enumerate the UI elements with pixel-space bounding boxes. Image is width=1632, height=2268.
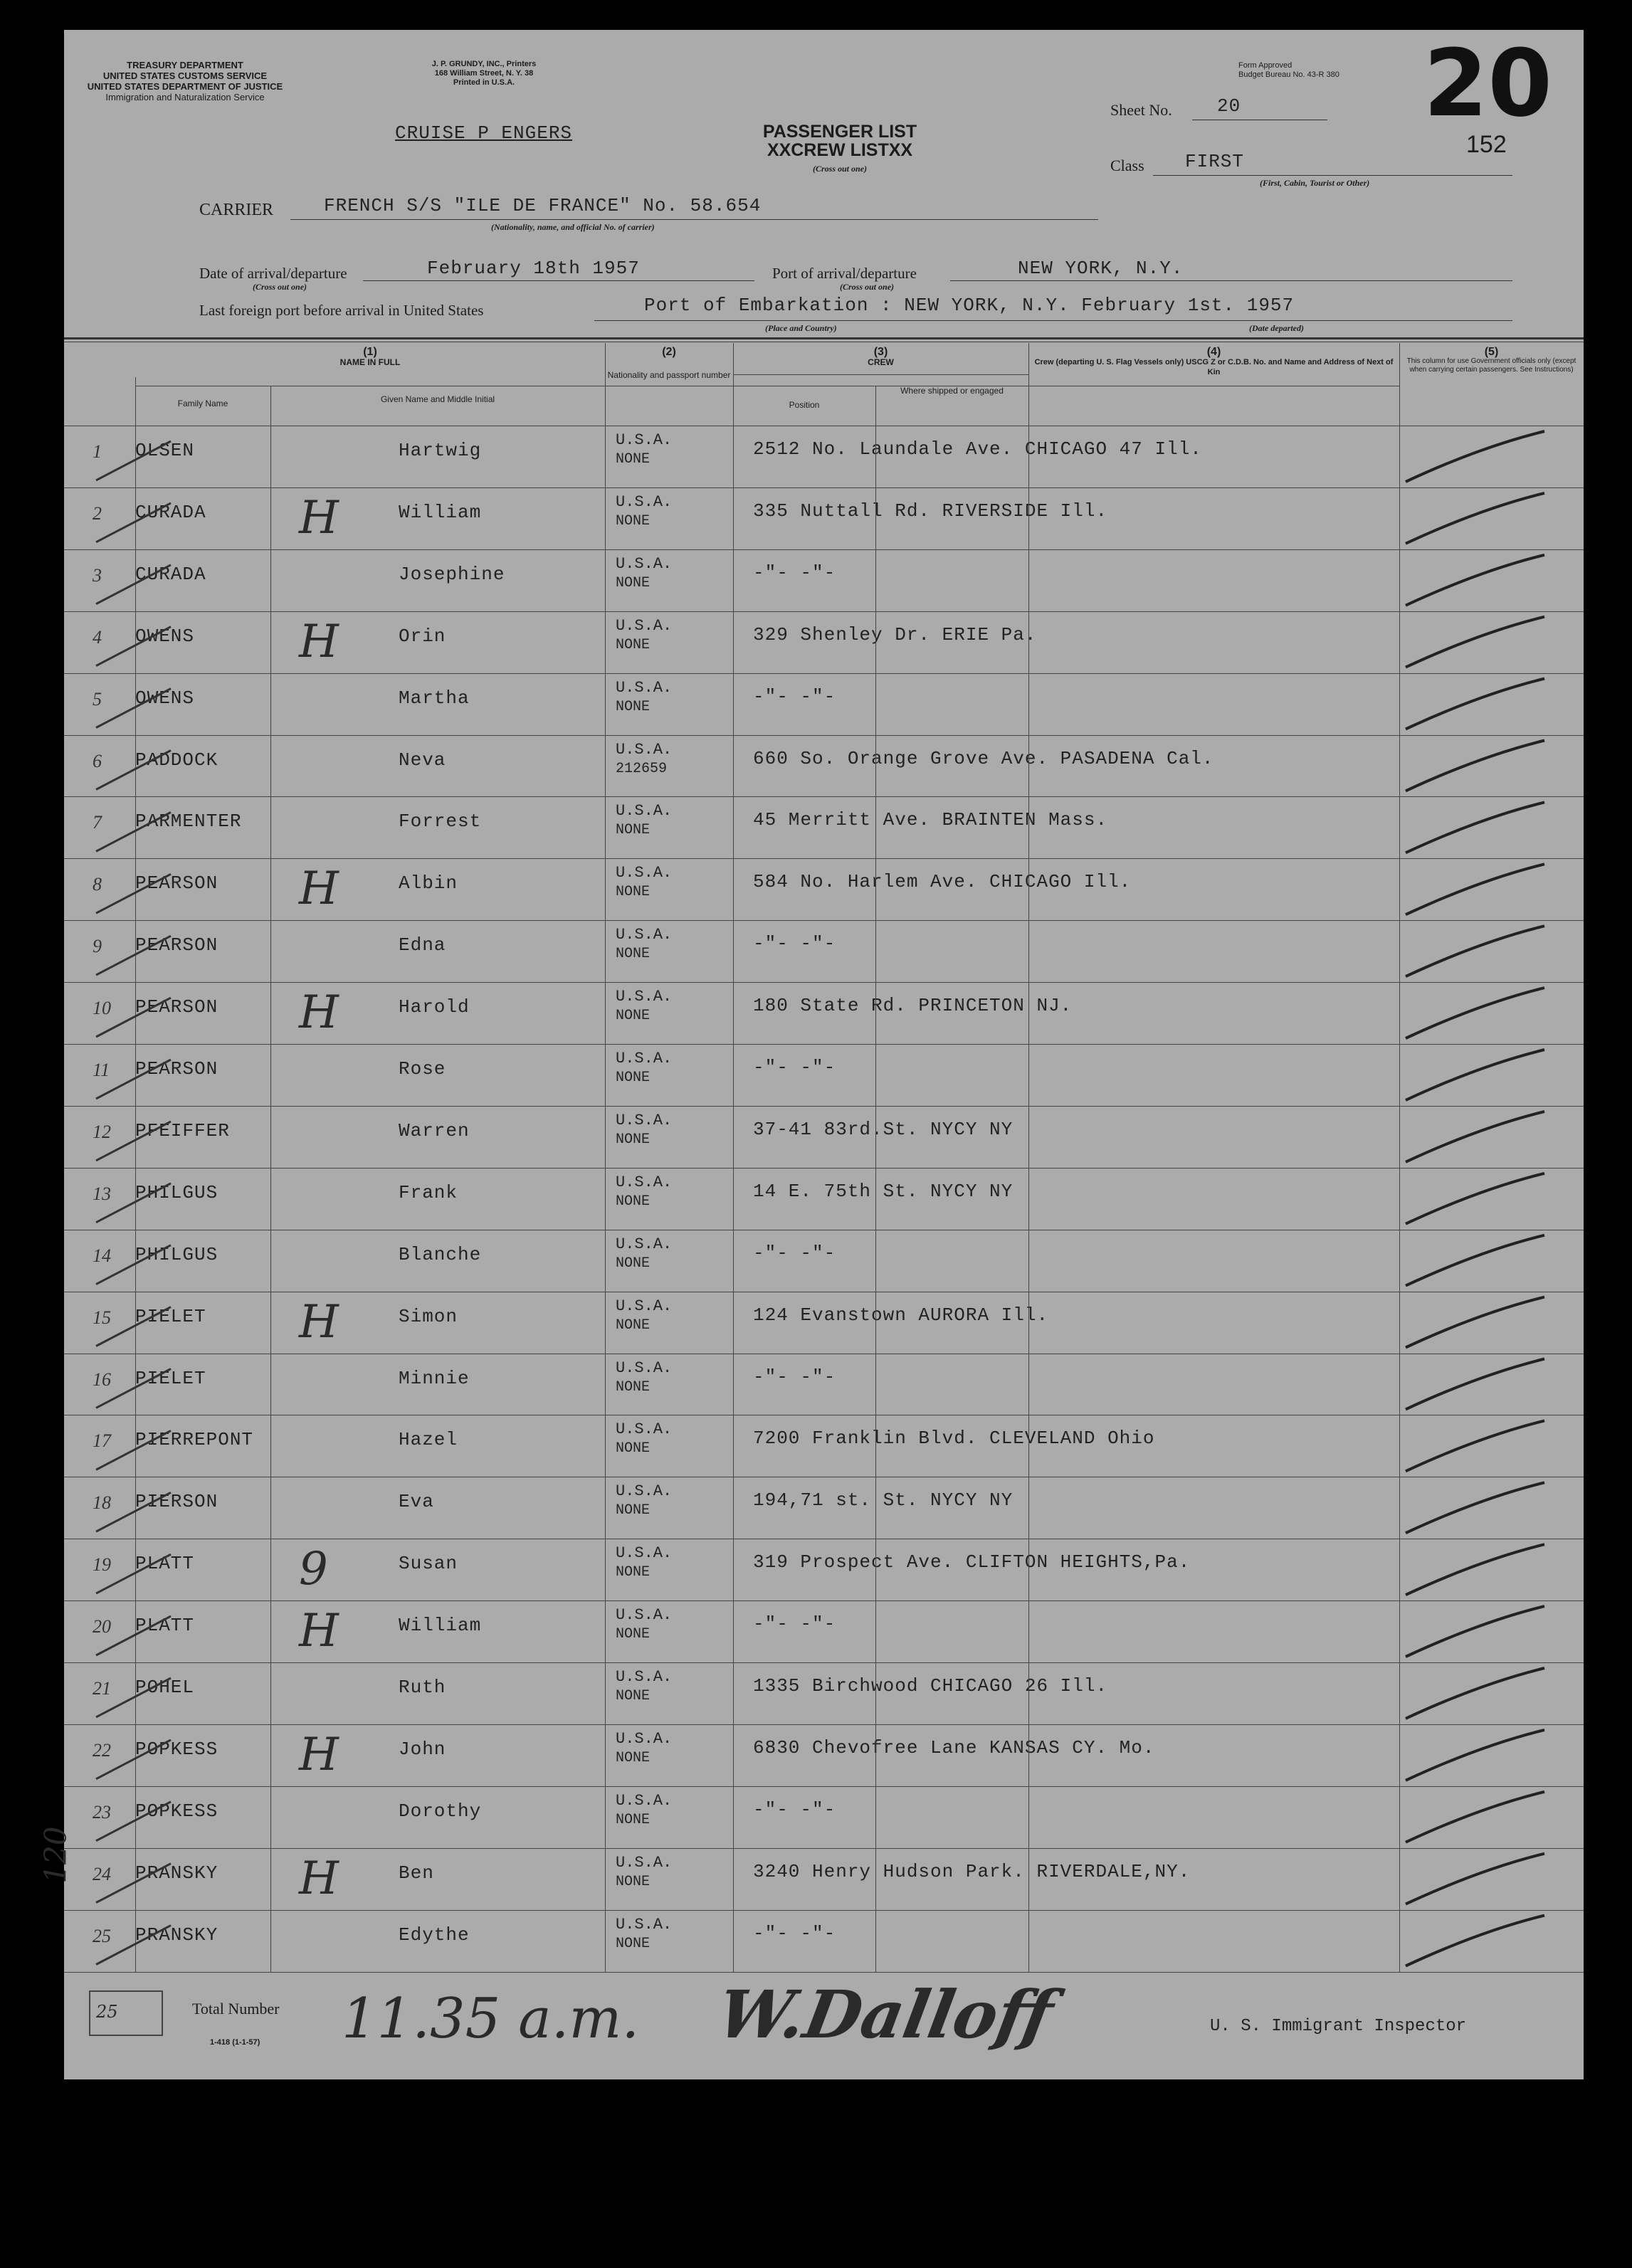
class-label: Class <box>1110 157 1144 174</box>
address: -"- -"- <box>753 1057 836 1078</box>
family-name: PEARSON <box>135 872 219 895</box>
col-given-name-header: Given Name and Middle Initial <box>380 394 495 404</box>
row-number: 15 <box>93 1307 111 1328</box>
given-name: Forrest <box>399 811 482 833</box>
family-name: PFEIFFER <box>135 1119 230 1141</box>
row-number: 21 <box>93 1678 111 1699</box>
inspection-mark: H <box>299 615 339 668</box>
check-mark <box>1406 1297 1544 1348</box>
passport-number: NONE <box>616 1502 651 1519</box>
check-mark <box>1406 988 1544 1038</box>
check-mark <box>1406 802 1544 853</box>
passport-number: NONE <box>616 1440 651 1457</box>
inspection-mark: H <box>299 1605 339 1658</box>
check-mark <box>1406 1730 1544 1781</box>
row-number: 20 <box>93 1616 111 1637</box>
form-approved-line: Budget Bureau No. 43-R 380 <box>1238 70 1339 79</box>
check-mark <box>1406 1482 1544 1533</box>
nationality: U.S.A. <box>616 988 673 1006</box>
address: 660 So. Orange Grove Ave. PASADENA Cal. <box>753 747 1214 769</box>
passport-number: NONE <box>616 884 651 901</box>
form-code: 1-418 (1-1-57) <box>210 2038 260 2047</box>
check-mark <box>1406 1359 1544 1410</box>
address: 37-41 83rd.St. NYCY NY <box>753 1118 1014 1140</box>
inspection-mark: H <box>299 491 339 544</box>
tick-mark <box>96 1245 171 1285</box>
tick-mark <box>96 1554 171 1593</box>
row-number: 8 <box>93 874 102 895</box>
family-name: PIERREPONT <box>135 1429 254 1451</box>
address: 7200 Franklin Blvd. CLEVELAND Ohio <box>753 1428 1155 1450</box>
port-sub: (Cross out one) <box>840 282 895 292</box>
nationality: U.S.A. <box>616 431 673 449</box>
inspection-mark: H <box>299 1728 339 1781</box>
inspection-mark: 9 <box>299 1543 328 1596</box>
passport-number: NONE <box>616 1626 651 1643</box>
col3-title: CREW <box>868 357 894 367</box>
row-number: 9 <box>93 936 102 957</box>
check-mark <box>1406 617 1544 668</box>
passport-number: NONE <box>616 1317 651 1334</box>
passport-number: NONE <box>616 1378 651 1396</box>
tick-mark <box>96 1926 171 1965</box>
row-number: 16 <box>93 1368 111 1390</box>
tick-mark <box>96 812 171 851</box>
given-name: Minnie <box>399 1367 470 1389</box>
family-name: POPKESS <box>135 1800 219 1822</box>
family-name: PEARSON <box>135 996 219 1018</box>
address: 329 Shenley Dr. ERIE Pa. <box>753 623 1037 645</box>
date-sub: (Cross out one) <box>253 282 307 292</box>
check-mark <box>1406 741 1544 791</box>
row-number: 25 <box>93 1925 111 1946</box>
col-position-header: Position <box>789 400 820 410</box>
place-sub: (Place and Country) <box>765 323 837 333</box>
inspection-mark: H <box>299 863 339 916</box>
row-number: 14 <box>93 1245 111 1266</box>
family-name: PHILGUS <box>135 1181 219 1203</box>
family-name: OWENS <box>135 687 195 709</box>
passport-number: NONE <box>616 946 651 963</box>
passport-number: NONE <box>616 574 651 591</box>
col4-title: Crew (departing U. S. Flag Vessels only) USCG Z or C.D.B. No. and Name and Address of Next of Kin <box>1034 358 1394 376</box>
passport-number: 212659 <box>616 760 668 777</box>
check-mark <box>1406 493 1544 544</box>
passport-number: NONE <box>616 1873 651 1890</box>
given-name: Ben <box>399 1862 434 1884</box>
tick-mark <box>96 1369 171 1408</box>
check-mark <box>1406 1112 1544 1162</box>
given-name: Martha <box>399 687 470 709</box>
tick-mark <box>96 936 171 975</box>
family-name: PIELET <box>135 1305 206 1327</box>
nationality: U.S.A. <box>616 864 673 882</box>
address: 584 No. Harlem Ave. CHICAGO Ill. <box>753 871 1132 893</box>
agency-line: Immigration and Naturalization Service <box>105 92 265 102</box>
family-name: OLSEN <box>135 440 195 461</box>
check-mark <box>1406 1606 1544 1657</box>
passport-number: NONE <box>616 1749 651 1766</box>
family-name: PIERSON <box>135 1491 219 1513</box>
family-name: PIELET <box>135 1367 206 1389</box>
row-number: 7 <box>93 812 102 833</box>
given-name: Neva <box>399 749 446 771</box>
address: -"- -"- <box>753 1242 836 1264</box>
inspector-signature: W.Dalloff <box>712 1976 1059 2053</box>
tick-mark <box>96 1307 171 1346</box>
family-name: PEARSON <box>135 1058 219 1080</box>
family-name: CURADA <box>135 501 206 523</box>
given-name: Simon <box>399 1305 458 1327</box>
tick-mark <box>96 998 171 1037</box>
given-name: Josephine <box>399 563 505 585</box>
row-number: 23 <box>93 1801 111 1823</box>
row-number: 19 <box>93 1554 111 1576</box>
tick-mark <box>96 751 171 790</box>
family-name: POHEL <box>135 1677 195 1698</box>
agency-line: UNITED STATES DEPARTMENT OF JUSTICE <box>87 81 283 92</box>
row-number: 11 <box>93 1060 110 1080</box>
address: 1335 Birchwood CHICAGO 26 Ill. <box>753 1675 1108 1697</box>
cruise-passengers-label: CRUISE P ENGERS <box>395 122 573 144</box>
passport-number: NONE <box>616 1935 651 1952</box>
nationality: U.S.A. <box>616 926 673 944</box>
tick-mark <box>96 1802 171 1841</box>
passport-number: NONE <box>616 1193 651 1210</box>
given-name: Susan <box>399 1553 458 1575</box>
nationality: U.S.A. <box>616 1111 673 1129</box>
check-mark <box>1406 1668 1544 1719</box>
passport-number: NONE <box>616 822 651 839</box>
last-port-value: Port of Embarkation : NEW YORK, N.Y. February 1st. 1957 <box>644 295 1295 316</box>
check-mark <box>1406 1792 1544 1842</box>
row-number: 18 <box>93 1492 111 1514</box>
written-time: 11.35 a.m. <box>342 1987 640 2051</box>
passport-number: NONE <box>616 1564 651 1581</box>
passport-number: NONE <box>616 1688 651 1704</box>
given-name: Edna <box>399 934 446 956</box>
row-number: 22 <box>93 1739 111 1761</box>
tick-mark <box>96 1678 171 1717</box>
given-name: Hazel <box>399 1429 458 1451</box>
row-number: 17 <box>93 1430 111 1452</box>
sheet-label: Sheet No. <box>1110 101 1172 119</box>
col2-title: Nationality and passport number <box>607 370 731 380</box>
port-label: Port of arrival/departure <box>772 265 917 282</box>
given-name: Warren <box>399 1119 470 1141</box>
list-title-line: XXCREW LISTXX <box>767 140 913 160</box>
tick-mark <box>96 627 171 666</box>
nationality: U.S.A. <box>616 802 673 821</box>
address: -"- -"- <box>753 1798 836 1820</box>
tick-mark <box>96 1616 171 1655</box>
check-mark <box>1406 1173 1544 1224</box>
row-number: 12 <box>93 1121 111 1142</box>
nationality: U.S.A. <box>616 1729 673 1748</box>
address: -"- -"- <box>753 685 836 707</box>
nationality: U.S.A. <box>616 1606 673 1625</box>
class-sub: (First, Cabin, Tourist or Other) <box>1260 178 1370 188</box>
nationality: U.S.A. <box>616 1235 673 1253</box>
carrier-value: FRENCH S/S "ILE DE FRANCE" No. 58.654 <box>324 195 762 216</box>
printer-line: 168 William Street, N. Y. 38 <box>434 69 534 78</box>
check-mark <box>1406 1050 1544 1100</box>
passport-number: NONE <box>616 698 651 715</box>
check-mark <box>1406 864 1544 914</box>
address: 319 Prospect Ave. CLIFTON HEIGHTS,Pa. <box>753 1551 1191 1573</box>
col-where-header: Where shipped or engaged <box>900 386 1004 396</box>
given-name: Hartwig <box>399 440 482 461</box>
passport-number: NONE <box>616 1255 651 1272</box>
given-name: Edythe <box>399 1924 470 1946</box>
tick-mark <box>96 1740 171 1779</box>
nationality: U.S.A. <box>616 740 673 759</box>
address: -"- -"- <box>753 561 836 584</box>
col-family-name-header: Family Name <box>177 399 228 408</box>
check-mark <box>1406 1854 1544 1904</box>
inspector-label: U. S. Immigrant Inspector <box>1210 2017 1467 2036</box>
family-name: PLATT <box>135 1553 195 1575</box>
col1-title: NAME IN FULL <box>339 357 401 367</box>
nationality: U.S.A. <box>616 554 673 573</box>
family-name: PRANSKY <box>135 1924 219 1946</box>
form-approved-line: Form Approved <box>1238 61 1293 70</box>
check-mark <box>1406 679 1544 729</box>
address: 194,71 st. St. NYCY NY <box>753 1489 1014 1512</box>
tick-mark <box>96 565 171 604</box>
check-mark <box>1406 431 1544 482</box>
family-name: OWENS <box>135 625 195 647</box>
given-name: Dorothy <box>399 1800 482 1822</box>
nationality: U.S.A. <box>616 492 673 511</box>
carrier-sub: (Nationality, name, and official No. of carrier) <box>491 222 655 232</box>
nationality: U.S.A. <box>616 1420 673 1439</box>
inspection-mark: H <box>299 1852 339 1905</box>
family-name: PARMENTER <box>135 811 242 833</box>
given-name: William <box>399 501 482 523</box>
passport-number: NONE <box>616 1131 651 1148</box>
nationality: U.S.A. <box>616 1297 673 1315</box>
page-number: 152 <box>1466 131 1507 158</box>
check-mark <box>1406 555 1544 606</box>
inspection-mark: H <box>299 1295 339 1349</box>
passport-number: NONE <box>616 451 651 468</box>
check-mark <box>1406 926 1544 976</box>
col5-title: This column for use Government officials only (except when carrying certain passengers. See Instructions) <box>1406 357 1576 374</box>
tick-mark <box>96 689 171 728</box>
port-value: NEW YORK, N.Y. <box>1018 258 1184 279</box>
carrier-label: CARRIER <box>199 201 274 219</box>
col2-number: (2) <box>662 346 676 358</box>
date-value: February 18th 1957 <box>427 258 640 279</box>
nationality: U.S.A. <box>616 1482 673 1501</box>
address: 180 State Rd. PRINCETON NJ. <box>753 995 1073 1017</box>
tick-mark <box>96 503 171 542</box>
given-name: William <box>399 1615 482 1637</box>
passport-number: NONE <box>616 1070 651 1086</box>
given-name: Orin <box>399 625 446 647</box>
address: 14 E. 75th St. NYCY NY <box>753 1180 1014 1202</box>
col4-number: (4) <box>1206 346 1221 358</box>
family-name: POPKESS <box>135 1738 219 1760</box>
nationality: U.S.A. <box>616 1853 673 1872</box>
given-name: Harold <box>399 996 470 1018</box>
nationality: U.S.A. <box>616 1359 673 1377</box>
family-name: CURADA <box>135 563 206 585</box>
nationality: U.S.A. <box>616 1668 673 1686</box>
address: 335 Nuttall Rd. RIVERSIDE Ill. <box>753 500 1108 522</box>
inspection-mark: H <box>299 986 339 1040</box>
given-name: Albin <box>399 872 458 895</box>
address: 6830 Chevofree Lane KANSAS CY. Mo. <box>753 1736 1155 1758</box>
given-name: Eva <box>399 1491 434 1513</box>
row-number: 4 <box>93 626 102 648</box>
family-name: PADDOCK <box>135 749 219 771</box>
row-number: 6 <box>93 750 102 771</box>
tick-mark <box>96 1060 171 1099</box>
row-number: 10 <box>93 998 111 1019</box>
check-mark <box>1406 1235 1544 1286</box>
list-title-line: PASSENGER LIST <box>762 122 917 142</box>
tick-mark <box>96 1183 171 1223</box>
col1-number: (1) <box>363 346 377 358</box>
margin-note: 120 <box>38 1826 73 1884</box>
family-name: PRANSKY <box>135 1862 219 1884</box>
printer-line: J. P. GRUNDY, INC., Printers <box>431 60 537 68</box>
given-name: John <box>399 1738 446 1760</box>
passport-number: NONE <box>616 636 651 653</box>
given-name: Blanche <box>399 1243 482 1265</box>
tick-mark <box>96 1864 171 1903</box>
big-sheet-number: 20 <box>1423 29 1552 137</box>
family-name: PEARSON <box>135 934 219 956</box>
class-value: FIRST <box>1185 151 1245 172</box>
date-departed-sub: (Date departed) <box>1249 323 1304 333</box>
row-number: 2 <box>93 502 102 524</box>
nationality: U.S.A. <box>616 1050 673 1067</box>
nationality: U.S.A. <box>616 1173 673 1191</box>
tick-mark <box>96 441 171 480</box>
nationality: U.S.A. <box>616 678 673 697</box>
total-label: Total Number <box>192 2000 280 2018</box>
address: -"- -"- <box>753 1922 836 1944</box>
printer-line: Printed in U.S.A. <box>453 78 515 87</box>
row-number: 3 <box>93 564 102 586</box>
address: 3240 Henry Hudson Park. RIVERDALE,NY. <box>753 1860 1191 1882</box>
col5-number: (5) <box>1484 346 1499 358</box>
manifest-sheet <box>38 29 1584 2079</box>
row-number: 1 <box>93 441 102 462</box>
check-mark <box>1406 1544 1544 1595</box>
row-number: 24 <box>93 1863 111 1884</box>
sheet-value: 20 <box>1217 95 1241 117</box>
handwritten-marks <box>64 30 1584 2079</box>
check-mark <box>1406 1916 1544 1966</box>
passport-number: NONE <box>616 512 651 529</box>
passport-number: NONE <box>616 1811 651 1828</box>
row-number: 13 <box>93 1183 111 1204</box>
tick-mark <box>96 874 171 913</box>
tick-mark <box>96 1122 171 1161</box>
given-name: Rose <box>399 1058 446 1080</box>
family-name: PHILGUS <box>135 1243 219 1265</box>
nationality: U.S.A. <box>616 1544 673 1563</box>
address: -"- -"- <box>753 933 836 955</box>
total-value: 25 <box>96 2002 118 2022</box>
tick-mark <box>96 1430 171 1470</box>
row-number: 5 <box>93 688 102 710</box>
address: 2512 No. Laundale Ave. CHICAGO 47 Ill. <box>753 438 1202 460</box>
family-name: PLATT <box>135 1615 195 1637</box>
tick-mark <box>96 1492 171 1531</box>
agency-line: UNITED STATES CUSTOMS SERVICE <box>102 70 268 81</box>
col3-number: (3) <box>873 346 888 358</box>
address: -"- -"- <box>753 1613 836 1635</box>
nationality: U.S.A. <box>616 1915 673 1934</box>
address: -"- -"- <box>753 1366 836 1388</box>
given-name: Frank <box>399 1181 458 1203</box>
date-label: Date of arrival/departure <box>199 265 347 282</box>
last-port-label: Last foreign port before arrival in United States <box>199 302 484 319</box>
agency-line: TREASURY DEPARTMENT <box>127 60 243 70</box>
check-mark <box>1406 1420 1544 1471</box>
nationality: U.S.A. <box>616 1791 673 1810</box>
nationality: U.S.A. <box>616 616 673 635</box>
passport-number: NONE <box>616 1008 651 1025</box>
list-title-sub: (Cross out one) <box>812 164 867 174</box>
address: 45 Merritt Ave. BRAINTEN Mass. <box>753 809 1108 831</box>
given-name: Ruth <box>399 1677 446 1698</box>
address: 124 Evanstown AURORA Ill. <box>753 1304 1049 1326</box>
